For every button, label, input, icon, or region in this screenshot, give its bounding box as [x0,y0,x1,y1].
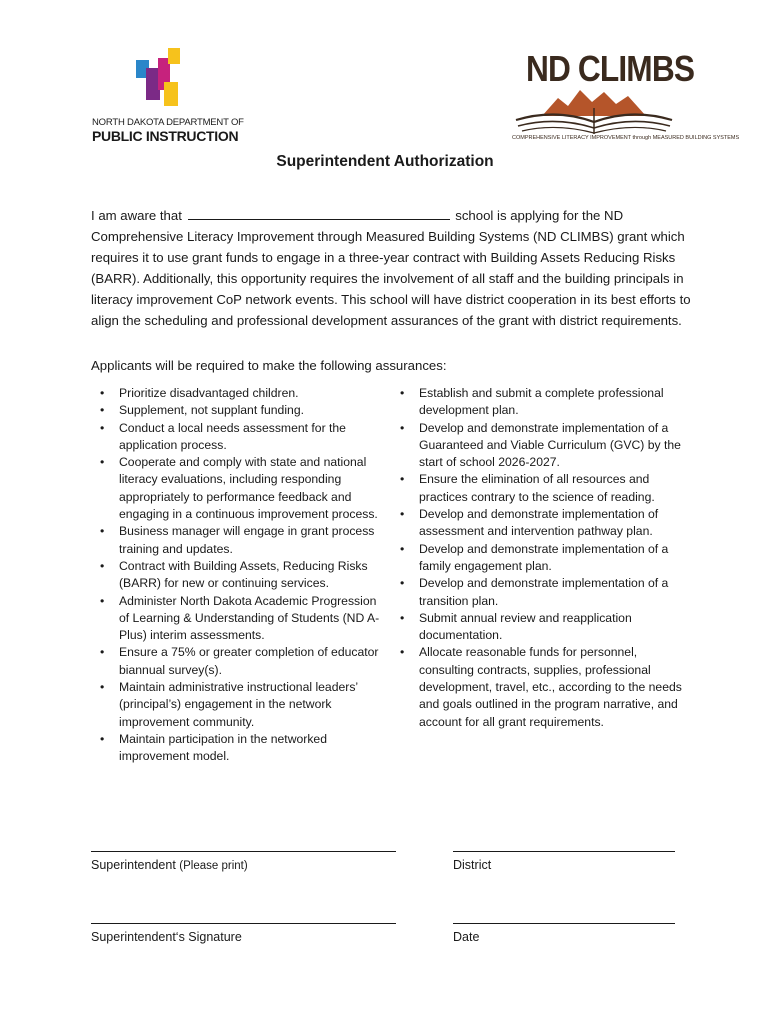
ndpi-logo-line2: PUBLIC INSTRUCTION [92,128,239,144]
assurance-item: • Contract with Building Assets, Reducing Risks (BARR) for new or continuing services. [92,558,387,593]
assurances-intro: Applicants will be required to make the following assurances: [91,358,447,373]
assurance-item: • Ensure the elimination of all resources and practices contrary to the science of reading. [392,471,692,506]
district-line[interactable] [453,851,675,852]
intro-text-before: I am aware that [91,208,182,223]
assurance-item: • Ensure a 75% or greater completion of educator biannual survey(s). [92,644,387,679]
assurances-list-right [392,385,692,731]
ndpi-logo-mark [134,46,186,110]
superintendent-name-line[interactable] [91,851,396,852]
open-book-icon [512,46,677,136]
assurance-item: • Business manager will engage in grant process training and updates. [92,523,387,558]
logo-block-yellow-top [168,48,180,64]
assurance-item: • Maintain administrative instructional leaders’ (principal’s) engagement in the network improvement community. [92,679,387,731]
assurance-item: • Submit annual review and reapplication documentation. [392,610,692,645]
date-label: Date [453,930,480,944]
logo-block-purple [146,68,160,100]
assurance-item: • Administer North Dakota Academic Progression of Learning & Understanding of Students (ND A-Plus) interim assessments. [92,593,387,645]
assurance-item: • Establish and submit a complete professional development plan. [392,385,692,420]
school-name-blank[interactable] [188,207,450,220]
assurance-item: • Develop and demonstrate implementation of a Guaranteed and Viable Curriculum (GVC) by the start of school 2026-2027. [392,420,692,472]
assurance-item: • Allocate reasonable funds for personnel, consulting contracts, supplies, professional development, travel, etc., according to the needs and goals outlined in the program narrative, and account for all grant requirements. [392,644,692,730]
intro-text-after: school is applying for the ND Comprehensive Literacy Improvement through Measured Building Systems (ND CLIMBS) grant which requires it to use grant funds to engage in a three-year contract with Building Assets Reducing Risks (BARR). Additionally, this opportunity requires the involvement of all staff and the building principals in literacy improvement CoP network events. This school will have district cooperation in its best efforts to align the scheduling and professional development assurances of the grant with district requirements. [91,208,691,328]
superintendent-name-label [91,858,248,872]
climbs-logo-tagline: COMPREHENSIVE LITERACY IMPROVEMENT through MEASURED BUILDING SYSTEMS [512,135,740,141]
climbs-logo-title: ND CLIMBS [526,48,695,89]
intro-paragraph [91,206,696,331]
please-print-hint: (Please print) [179,860,248,872]
date-line[interactable] [453,923,675,924]
assurance-item: • Prioritize disadvantaged children. [92,385,387,402]
assurance-item: • Conduct a local needs assessment for the application process. [92,420,387,455]
assurances-list-left [92,385,387,766]
assurance-item: • Develop and demonstrate implementation of a transition plan. [392,575,692,610]
logo-block-yellow-bottom [164,82,178,106]
signature-line[interactable] [91,923,396,924]
document-title: Superintendent Authorization [276,153,494,170]
ndpi-logo-line1: NORTH DAKOTA DEPARTMENT OF [92,117,244,128]
assurance-item: • Develop and demonstrate implementation of a family engagement plan. [392,541,692,576]
signature-label: Superintendent‘s Signature [91,930,242,944]
assurance-item: • Cooperate and comply with state and national literacy evaluations, including responding appropriately to performance feedback and engaging in a continuous improvement process. [92,454,387,523]
superintendent-label-text: Superintendent [91,858,176,872]
ndpi-logo [90,44,244,144]
nd-climbs-logo [512,46,740,150]
assurance-item: • Develop and demonstrate implementation of assessment and intervention pathway plan. [392,506,692,541]
district-label: District [453,858,492,872]
assurance-item: • Maintain participation in the networked improvement model. [92,731,387,766]
assurance-item: • Supplement, not supplant funding. [92,402,387,419]
